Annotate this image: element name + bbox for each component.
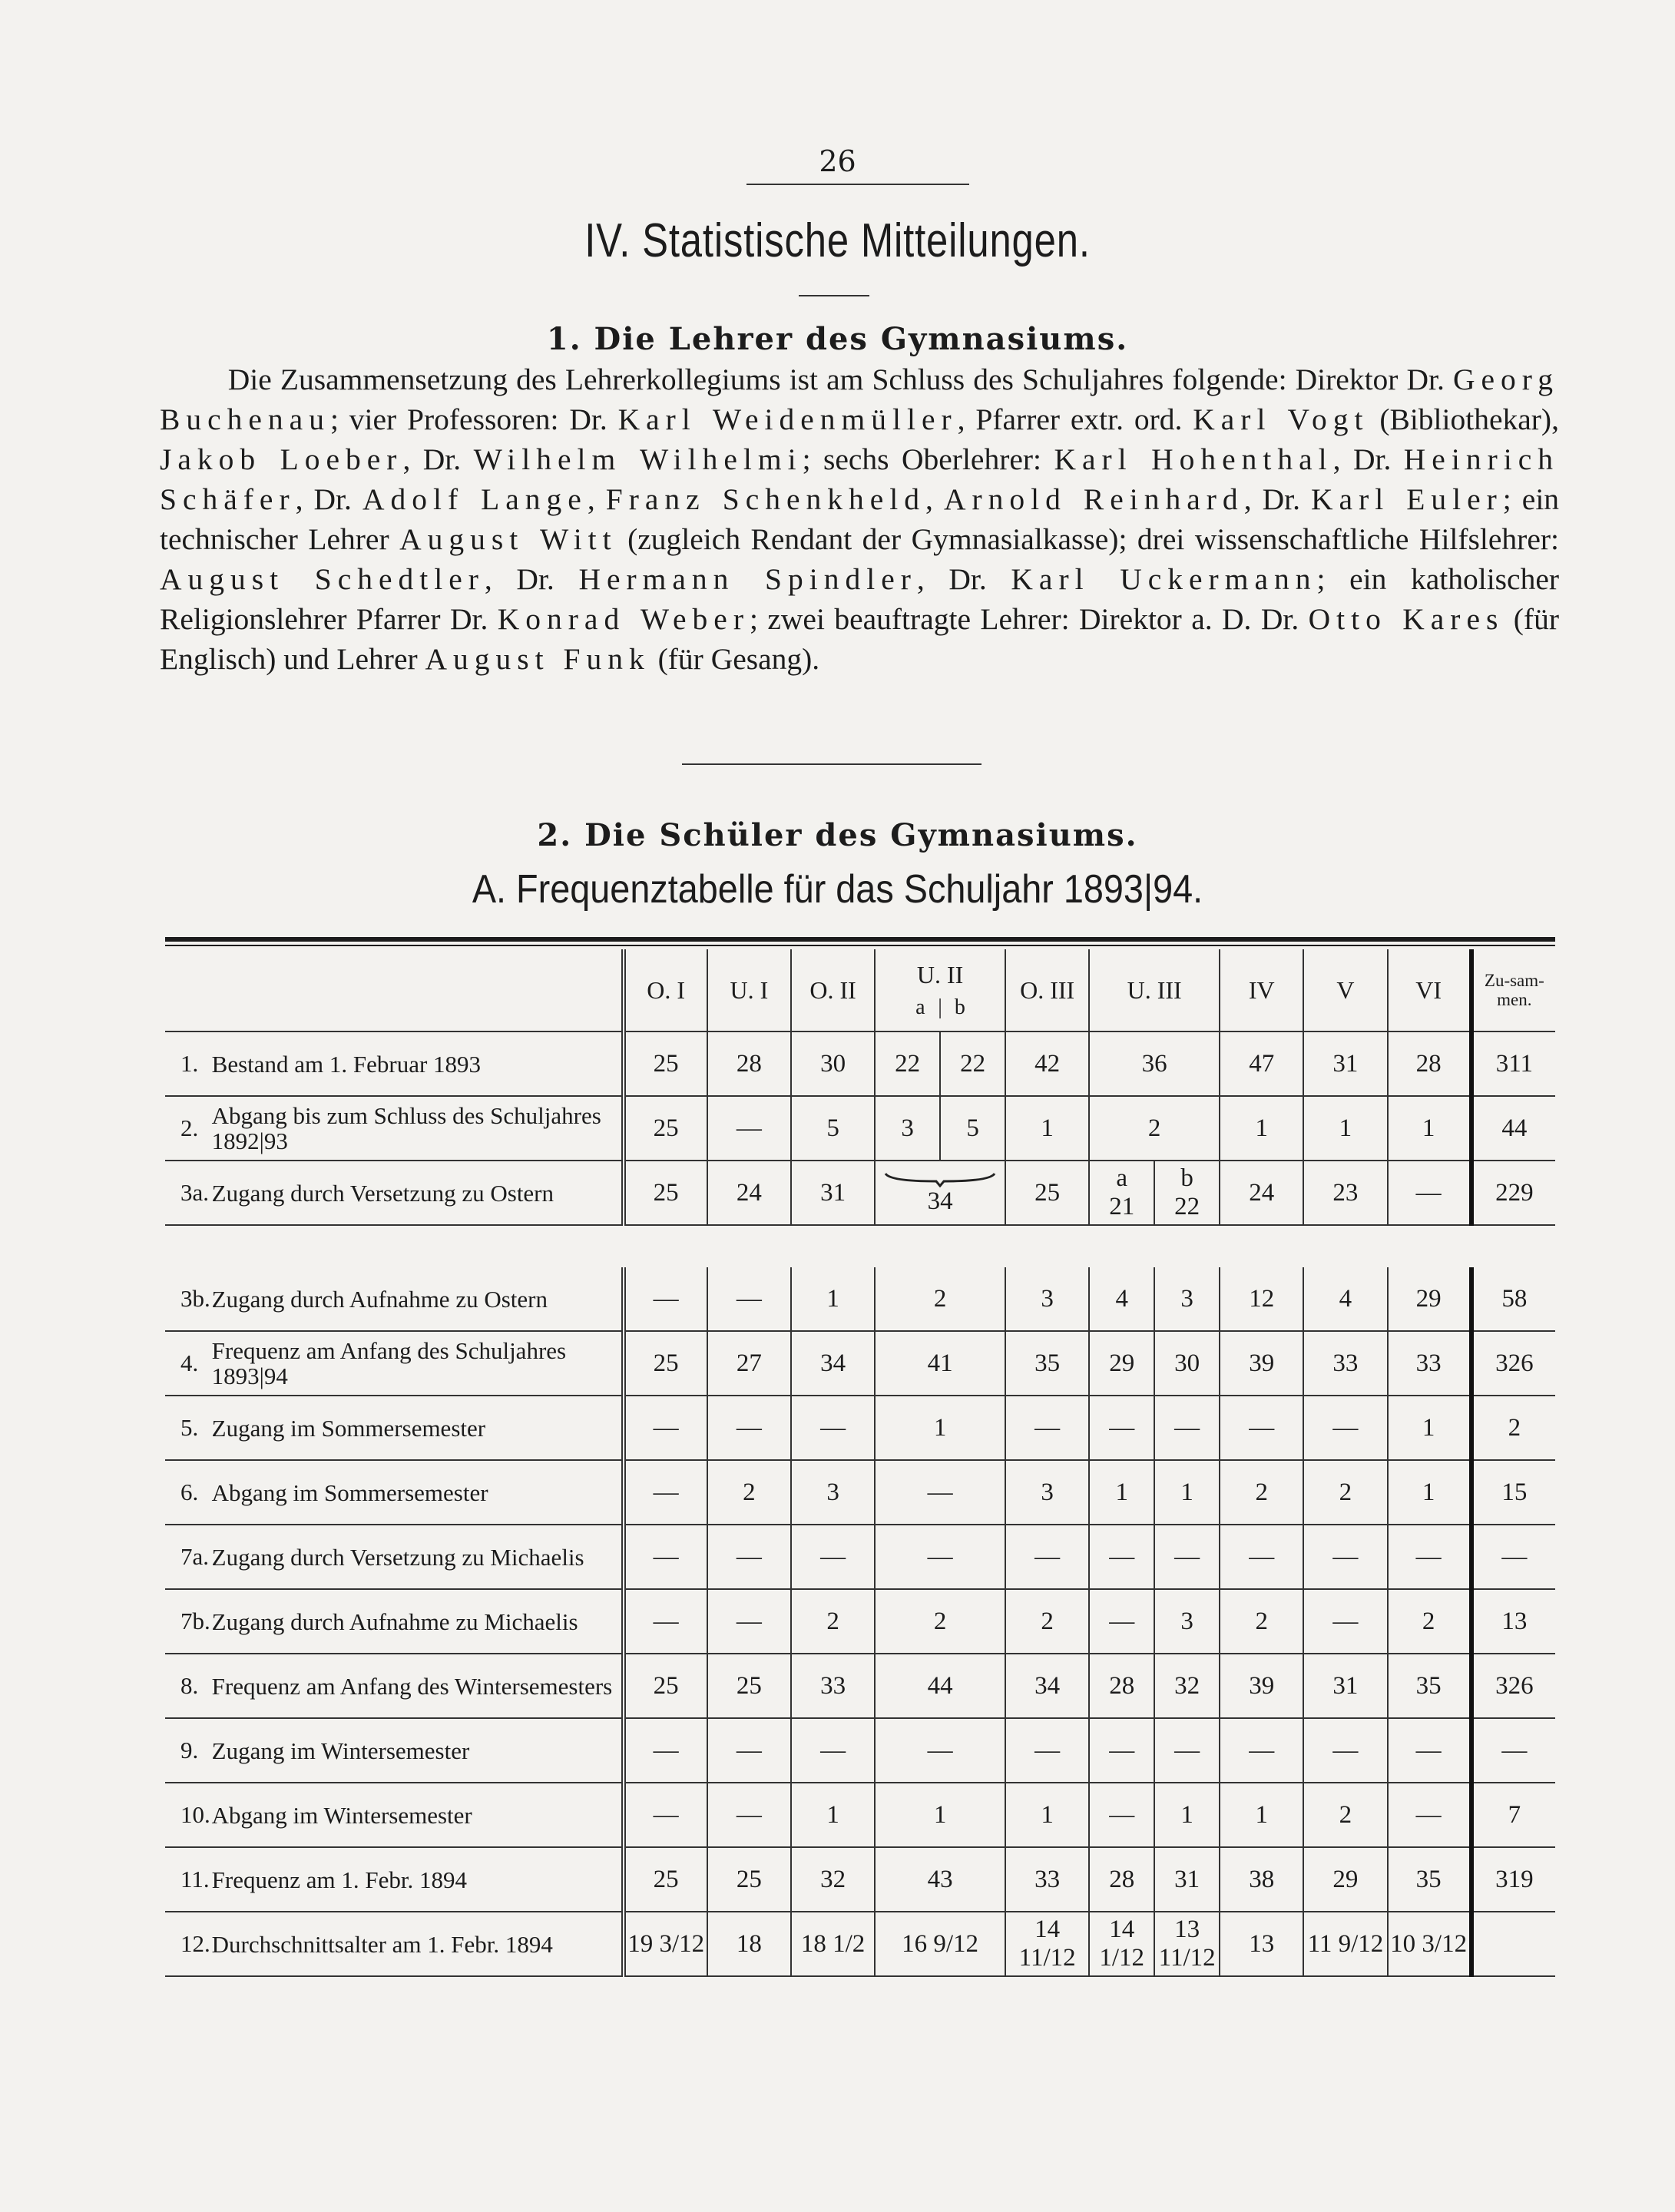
section1-heading: 1. Die Lehrer des Gymnasiums. (546, 321, 1129, 357)
cell: 29 (1388, 1267, 1471, 1331)
cell: 1 (1220, 1783, 1303, 1847)
cell: — (1220, 1525, 1303, 1589)
page-number-rule (746, 184, 969, 185)
cell: 35 (1005, 1331, 1089, 1396)
cell: 39 (1220, 1331, 1303, 1396)
cell: — (1388, 1783, 1471, 1847)
cell: — (1089, 1589, 1154, 1654)
cell: 1 (791, 1783, 875, 1847)
cell: 2 (1303, 1783, 1387, 1847)
cell: 1 (1388, 1460, 1471, 1525)
cell: 30 (791, 1031, 875, 1096)
cell: — (1089, 1525, 1154, 1589)
cell: 1 (1220, 1096, 1303, 1161)
cell: — (1089, 1396, 1154, 1460)
table-row (165, 1331, 1555, 1396)
cell: — (791, 1718, 875, 1783)
table-row (165, 1096, 1555, 1161)
frequency-table (165, 949, 1555, 1226)
cell: 3 (791, 1460, 875, 1525)
row-number: 9. (165, 1718, 212, 1783)
cell: 2 (707, 1460, 791, 1525)
cell: 44 (875, 1654, 1005, 1718)
row-label: Zugang durch Aufnahme zu Ostern (212, 1267, 624, 1331)
cell-total: 326 (1471, 1331, 1555, 1396)
cell: — (1303, 1589, 1387, 1654)
cell: 33 (1303, 1331, 1387, 1396)
cell: 30 (1154, 1331, 1220, 1396)
cell: 25 (624, 1161, 707, 1225)
cell: 39 (1220, 1654, 1303, 1718)
cell: 2 (875, 1589, 1005, 1654)
cell: 25 (624, 1847, 707, 1912)
cell: 28 (1388, 1031, 1471, 1096)
cell: — (1089, 1718, 1154, 1783)
table-row (165, 1031, 1555, 1096)
cell: 34 (791, 1331, 875, 1396)
row-label: Abgang bis zum Schluss des Schuljahres 1892|93 (212, 1096, 624, 1161)
row-number: 8. (165, 1654, 212, 1718)
cell: 38 (1220, 1847, 1303, 1912)
col-header: U. I (707, 949, 791, 1031)
cell: — (875, 1718, 1005, 1783)
frequency-table-body (165, 1267, 1555, 1977)
cell: — (1005, 1396, 1089, 1460)
cell-total (1471, 1912, 1555, 1976)
table-row (165, 1267, 1555, 1331)
cell: — (791, 1525, 875, 1589)
row-label: Zugang im Wintersemester (212, 1718, 624, 1783)
cell-uiiia: a 21 (1089, 1161, 1154, 1225)
section-divider (682, 763, 981, 765)
cell: 28 (1089, 1847, 1154, 1912)
cell: 25 (1005, 1161, 1089, 1225)
cell: 10 3/12 (1388, 1912, 1471, 1976)
cell: 4 (1303, 1267, 1387, 1331)
cell: 27 (707, 1331, 791, 1396)
cell: 33 (791, 1654, 875, 1718)
cell-total: 2 (1471, 1396, 1555, 1460)
table-row (165, 1654, 1555, 1718)
cell: — (1388, 1718, 1471, 1783)
cell: 28 (1089, 1654, 1154, 1718)
cell: 31 (1154, 1847, 1220, 1912)
cell: 14 1/12 (1089, 1912, 1154, 1976)
cell: 19 3/12 (624, 1912, 707, 1976)
cell: 1 (1154, 1783, 1220, 1847)
cell: 25 (624, 1654, 707, 1718)
cell: 24 (1220, 1161, 1303, 1225)
table-title: A. Frequenztabelle für das Schuljahr 1893|94. (472, 867, 1203, 912)
cell: — (875, 1460, 1005, 1525)
cell-total: 229 (1471, 1161, 1555, 1225)
row-number: 1. (165, 1031, 212, 1096)
cell: 25 (707, 1654, 791, 1718)
cell: 2 (1303, 1460, 1387, 1525)
cell: 1 (1154, 1460, 1220, 1525)
row-number: 3b. (165, 1267, 212, 1331)
cell: — (1303, 1718, 1387, 1783)
col-header: O. III (1005, 949, 1089, 1031)
row-number: 7a. (165, 1525, 212, 1589)
cell: 29 (1303, 1847, 1387, 1912)
cell: 2 (1220, 1460, 1303, 1525)
cell: — (707, 1396, 791, 1460)
row-number: 6. (165, 1460, 212, 1525)
table-header-row (165, 949, 1555, 1031)
cell: 13 11/12 (1154, 1912, 1220, 1976)
cell: 41 (875, 1331, 1005, 1396)
cell: 16 9/12 (875, 1912, 1005, 1976)
table-row (165, 1525, 1555, 1589)
row-label: Abgang im Wintersemester (212, 1783, 624, 1847)
cell: 13 (1220, 1912, 1303, 1976)
cell: — (1089, 1783, 1154, 1847)
col-header: O. I (624, 949, 707, 1031)
cell: — (1303, 1396, 1387, 1460)
cell: — (1005, 1525, 1089, 1589)
row-label: Frequenz am Anfang des Schuljahres 1893|94 (212, 1331, 624, 1396)
cell: 31 (1303, 1031, 1387, 1096)
cell-total: 319 (1471, 1847, 1555, 1912)
cell: — (624, 1525, 707, 1589)
cell: — (624, 1783, 707, 1847)
table-row (165, 1783, 1555, 1847)
cell: 36 (1089, 1031, 1220, 1096)
cell: — (1388, 1525, 1471, 1589)
cell: — (624, 1718, 707, 1783)
cell: 22 (940, 1031, 1005, 1096)
table-top-rule (165, 937, 1555, 942)
cell: 2 (875, 1267, 1005, 1331)
cell: — (707, 1783, 791, 1847)
cell: — (1154, 1396, 1220, 1460)
cell-total: 44 (1471, 1096, 1555, 1161)
cell: 5 (940, 1096, 1005, 1161)
row-number: 3a. (165, 1161, 212, 1225)
cell: 35 (1388, 1847, 1471, 1912)
cell: 3 (1154, 1589, 1220, 1654)
col-header: V (1303, 949, 1387, 1031)
cell-total: 58 (1471, 1267, 1555, 1331)
cell: 2 (1388, 1589, 1471, 1654)
cell: — (1303, 1525, 1387, 1589)
cell: — (624, 1460, 707, 1525)
cell: 2 (791, 1589, 875, 1654)
cell: — (791, 1396, 875, 1460)
cell: 3 (875, 1096, 940, 1161)
cell: 29 (1089, 1331, 1154, 1396)
cell: 24 (707, 1161, 791, 1225)
cell: 2 (1220, 1589, 1303, 1654)
cell: 32 (1154, 1654, 1220, 1718)
cell-uiiib: b 22 (1154, 1161, 1220, 1225)
table-top-rule-thin (165, 945, 1555, 946)
header-blank (165, 949, 624, 1031)
cell: 31 (1303, 1654, 1387, 1718)
cell-total: — (1471, 1525, 1555, 1589)
cell-total: 7 (1471, 1783, 1555, 1847)
cell: 11 9/12 (1303, 1912, 1387, 1976)
row-label: Durchschnittsalter am 1. Febr. 1894 (212, 1912, 624, 1976)
cell: — (875, 1525, 1005, 1589)
row-number: 7b. (165, 1589, 212, 1654)
col-header: IV (1220, 949, 1303, 1031)
cell: 33 (1005, 1847, 1089, 1912)
col-header-total: Zu-sam-men. (1471, 949, 1555, 1031)
table-row (165, 1718, 1555, 1783)
table-row (165, 1912, 1555, 1976)
cell: 47 (1220, 1031, 1303, 1096)
cell: 42 (1005, 1031, 1089, 1096)
row-label: Zugang durch Aufnahme zu Michaelis (212, 1589, 624, 1654)
cell: 1 (791, 1267, 875, 1331)
cell-total: 15 (1471, 1460, 1555, 1525)
teachers-paragraph: Die Zusammensetzung des Lehrerkollegiums ist am Schluss des Schuljahres folgende: Direktor Dr. Georg Buchenau; vier Professoren: Dr. Karl Weidenmüller, Pfarrer extr. ord. Karl Vogt (Bibliothekar), Jakob Loeber, Dr. Wilhelm Wilhelmi; sechs Oberlehrer: Karl Hohenthal, Dr. Heinrich Schäfer, Dr. Adolf Lange, Franz Schenkheld, Arnold Reinhard, Dr. Karl Euler; ein technischer Lehrer August Witt (zugleich Rendant der Gymnasialkasse); drei wissenschaftliche Hilfslehrer: August Schedtler, Dr. Hermann Spindler, Dr. Karl Uckermann; ein katholischer Religionslehrer Pfarrer Dr. Konrad Weber; zwei beauftragte Lehrer: Direktor a. D. Dr. Otto Kares (für Englisch) und Lehrer August Funk (für Gesang). (160, 363, 1560, 676)
row-label: Zugang im Sommersemester (212, 1396, 624, 1460)
page-title: IV. Statistische Mitteilungen. (584, 214, 1091, 267)
cell: 2 (1005, 1589, 1089, 1654)
cell: 1 (1089, 1460, 1154, 1525)
cell: 1 (875, 1396, 1005, 1460)
row-number: 5. (165, 1396, 212, 1460)
row-label: Zugang durch Versetzung zu Michaelis (212, 1525, 624, 1589)
cell: 3 (1154, 1267, 1220, 1331)
cell: 18 (707, 1912, 791, 1976)
table-row (165, 1847, 1555, 1912)
brace-icon (882, 1171, 998, 1187)
cell-uii-merged: 34 (875, 1161, 1005, 1225)
title-rule (799, 295, 869, 296)
cell: — (624, 1589, 707, 1654)
row-number: 10. (165, 1783, 212, 1847)
cell: 5 (791, 1096, 875, 1161)
cell: 1 (875, 1783, 1005, 1847)
table-row (165, 1396, 1555, 1460)
cell: — (624, 1267, 707, 1331)
table-row (165, 1460, 1555, 1525)
cell: — (707, 1267, 791, 1331)
cell: 3 (1005, 1267, 1089, 1331)
cell: 14 11/12 (1005, 1912, 1089, 1976)
cell: — (707, 1589, 791, 1654)
cell: 23 (1303, 1161, 1387, 1225)
row-number: 4. (165, 1331, 212, 1396)
cell: 32 (791, 1847, 875, 1912)
col-header: O. II (791, 949, 875, 1031)
cell: 25 (624, 1096, 707, 1161)
cell: 1 (1388, 1396, 1471, 1460)
table-row (165, 1161, 1555, 1225)
cell: — (707, 1718, 791, 1783)
cell: — (1005, 1718, 1089, 1783)
cell: 12 (1220, 1267, 1303, 1331)
cell: 1 (1005, 1096, 1089, 1161)
cell: 34 (1005, 1654, 1089, 1718)
cell: 1 (1005, 1783, 1089, 1847)
cell: 2 (1089, 1096, 1220, 1161)
cell: 25 (624, 1331, 707, 1396)
cell: 35 (1388, 1654, 1471, 1718)
cell: — (1220, 1718, 1303, 1783)
cell: — (1388, 1161, 1471, 1225)
cell-total: 311 (1471, 1031, 1555, 1096)
cell: 33 (1388, 1331, 1471, 1396)
cell: 3 (1005, 1460, 1089, 1525)
cell: — (707, 1525, 791, 1589)
cell-total: 326 (1471, 1654, 1555, 1718)
col-header: VI (1388, 949, 1471, 1031)
cell: 1 (1303, 1096, 1387, 1161)
cell: — (624, 1396, 707, 1460)
row-number: 2. (165, 1096, 212, 1161)
cell: — (1154, 1525, 1220, 1589)
cell: 25 (707, 1847, 791, 1912)
cell: 28 (707, 1031, 791, 1096)
cell-total: — (1471, 1718, 1555, 1783)
cell: — (707, 1096, 791, 1161)
col-header-uii: U. II a | b (875, 949, 1005, 1031)
row-label: Abgang im Sommersemester (212, 1460, 624, 1525)
cell: 1 (1388, 1096, 1471, 1161)
row-label: Zugang durch Versetzung zu Ostern (212, 1161, 624, 1225)
cell: 43 (875, 1847, 1005, 1912)
table-row (165, 1589, 1555, 1654)
row-label: Frequenz am Anfang des Wintersemesters (212, 1654, 624, 1718)
page-number: 26 (819, 144, 856, 178)
cell-total: 13 (1471, 1589, 1555, 1654)
cell: — (1220, 1396, 1303, 1460)
section2-heading: 2. Die Schüler des Gymnasiums. (537, 817, 1138, 853)
cell: 22 (875, 1031, 940, 1096)
row-number: 12. (165, 1912, 212, 1976)
col-header: U. III (1089, 949, 1220, 1031)
row-label: Frequenz am 1. Febr. 1894 (212, 1847, 624, 1912)
row-label: Bestand am 1. Februar 1893 (212, 1031, 624, 1096)
cell: 4 (1089, 1267, 1154, 1331)
row-number: 11. (165, 1847, 212, 1912)
cell: — (1154, 1718, 1220, 1783)
cell: 18 1/2 (791, 1912, 875, 1976)
cell: 31 (791, 1161, 875, 1225)
cell: 25 (624, 1031, 707, 1096)
